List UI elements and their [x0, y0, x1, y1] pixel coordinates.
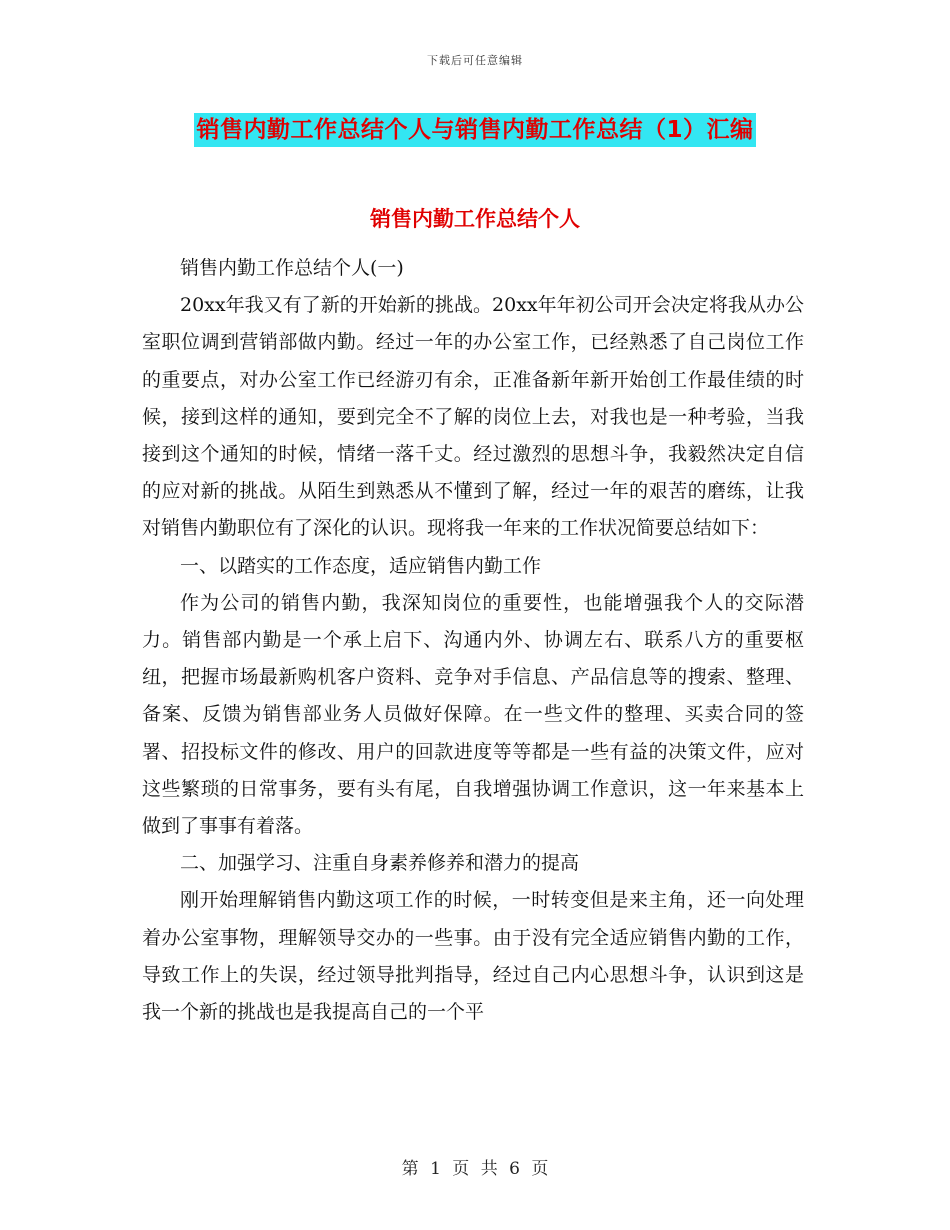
paragraph-role-description: 作为公司的销售内勤，我深知岗位的重要性，也能增强我个人的交际潜力。销售部内勤是一个承上启下、沟通内外、协调左右、联系八方的重要枢纽，把握市场最新购机客户资料、竞争对手信息、产品信息等的搜索、整理、备案、反馈为销售部业务人员做好保障。在一些文件的整理、买卖合同的签署、招投标文件的修改、用户的回款进度等等都是一些有益的决策文件，应对这些繁琐的日常事务，要有头有尾，自我增强协调工作意识，这一年来基本上做到了事事有着落。 [142, 591, 804, 838]
paragraph-learning: 刚开始理解销售内勤这项工作的时候，一时转变但是来主角，还一向处理着办公室事物，理解领导交办的一些事。由于没有完全适应销售内勤的工作，导致工作上的失误，经过领导批判指导，经过自己内心思想斗争，认识到这是我一个新的挑战也是我提高自己的一个平 [142, 889, 804, 1024]
page-indicator: 第 1 页 共 6 页 [401, 1159, 549, 1179]
paragraph-heading-two: 二、加强学习、注重自身素养修养和潜力的提高 [180, 852, 580, 875]
download-note: 下载后可任意编辑 [427, 54, 523, 67]
section-title: 销售内勤工作总结个人 [370, 207, 580, 231]
document-body [142, 250, 804, 1031]
paragraph-heading-one: 一、以踏实的工作态度，适应销售内勤工作 [180, 554, 542, 577]
paragraph-intro: 20xx年我又有了新的开始新的挑战。20xx年年初公司开会决定将我从办公室职位调到营销部做内勤。经过一年的办公室工作，已经熟悉了自己岗位工作的重要点，对办公室工作已经游刃有余，正准备新年新开始创工作最佳绩的时候，接到这样的通知，要到完全不了解的岗位上去，对我也是一种考验，当我接到这个通知的时候，情绪一落千丈。经过激烈的思想斗争，我毅然决定自信的应对新的挑战。从陌生到熟悉从不懂到了解，经过一年的艰苦的磨练，让我对销售内勤职位有了深化的认识。现将我一年来的工作状况简要总结如下： [142, 294, 804, 540]
document-main-title: 销售内勤工作总结个人与销售内勤工作总结（1）汇编 [194, 113, 755, 147]
paragraph-subheading: 销售内勤工作总结个人(一) [180, 257, 404, 279]
main-title-container [0, 113, 950, 147]
